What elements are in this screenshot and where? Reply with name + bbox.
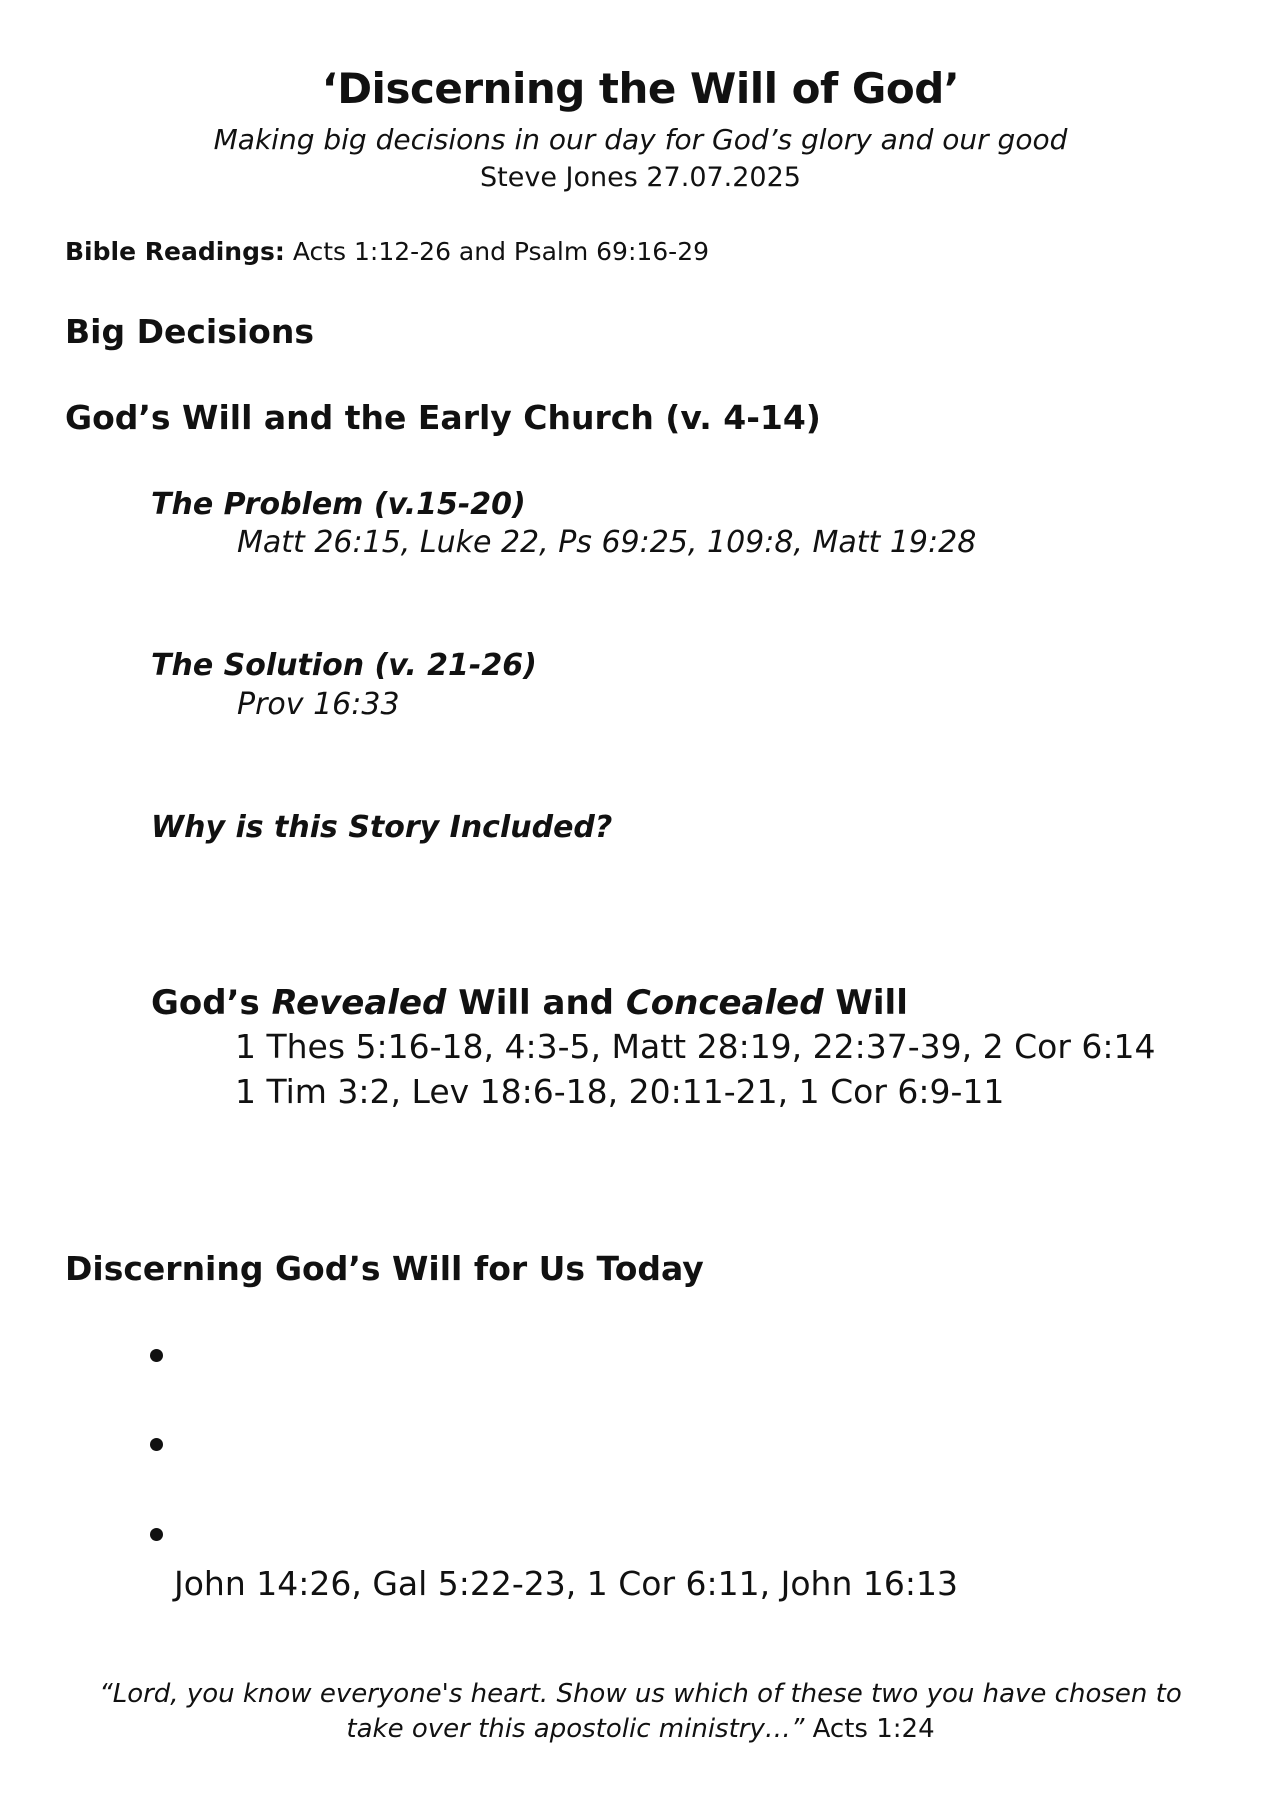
bible-readings-label: Bible Readings: bbox=[65, 237, 285, 266]
heading-early-church: God’s Will and the Early Church (v. 4-14) bbox=[65, 398, 821, 437]
page-subtitle: Making big decisions in our day for God’s glory and our good bbox=[213, 123, 1068, 156]
heading-revealed-concealed bbox=[151, 983, 908, 1023]
bullet-point-2 bbox=[150, 1438, 163, 1451]
heading-solution: The Solution (v. 21-26) bbox=[151, 648, 537, 683]
page-title: ‘Discerning the Will of God’ bbox=[321, 64, 960, 113]
revealed-part3: Will and bbox=[446, 983, 626, 1023]
problem-references: Matt 26:15, Luke 22, Ps 69:25, 109:8, Matt 19:28 bbox=[237, 525, 977, 560]
revealed-word: Revealed bbox=[271, 983, 447, 1023]
author-date: Steve Jones 27.07.2025 bbox=[480, 162, 801, 193]
revealed-references-line2: 1 Tim 3:2, Lev 18:6-18, 20:11-21, 1 Cor 6:9-11 bbox=[235, 1072, 1005, 1111]
solution-references: Prov 16:33 bbox=[237, 687, 400, 722]
bible-readings bbox=[65, 237, 709, 266]
quote-citation: Acts 1:24 bbox=[804, 1714, 935, 1744]
quote-line-2-text: take over this apostolic ministry…” bbox=[346, 1714, 805, 1744]
today-references: John 14:26, Gal 5:22-23, 1 Cor 6:11, John 16:13 bbox=[174, 1564, 958, 1603]
revealed-part1: God’s bbox=[151, 983, 272, 1023]
heading-discerning-today: Discerning God’s Will for Us Today bbox=[65, 1249, 704, 1288]
quote-line-2 bbox=[0, 1714, 1281, 1744]
bullet-point-3 bbox=[150, 1528, 163, 1541]
heading-problem: The Problem (v.15-20) bbox=[151, 487, 526, 522]
heading-big-decisions: Big Decisions bbox=[65, 312, 314, 351]
revealed-part5: Will bbox=[823, 983, 908, 1023]
heading-why-included: Why is this Story Included? bbox=[151, 810, 613, 845]
bullet-point-1 bbox=[150, 1349, 163, 1362]
bible-readings-text: Acts 1:12-26 and Psalm 69:16-29 bbox=[284, 237, 710, 266]
concealed-word: Concealed bbox=[625, 983, 824, 1023]
quote-line-1: “Lord, you know everyone's heart. Show us which of these two you have chosen to bbox=[99, 1679, 1182, 1709]
revealed-references-line1: 1 Thes 5:16-18, 4:3-5, Matt 28:19, 22:37-39, 2 Cor 6:14 bbox=[235, 1027, 1156, 1066]
